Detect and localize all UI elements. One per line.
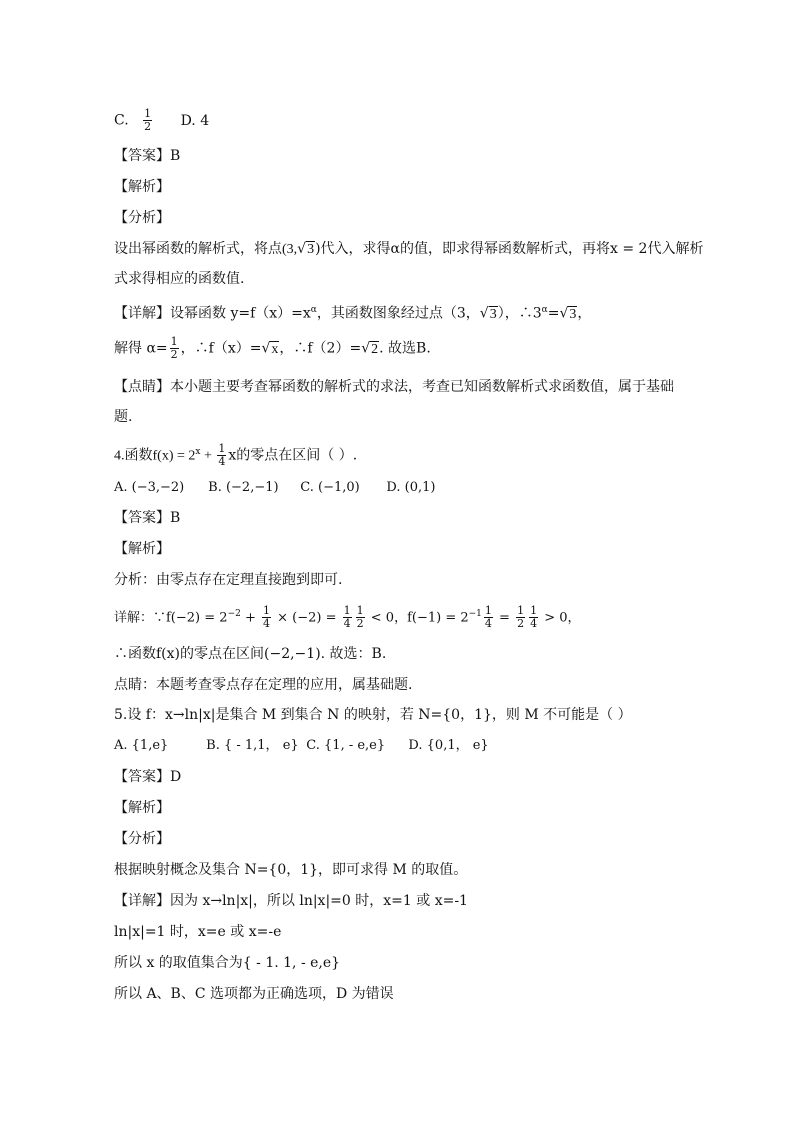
q4-detail-line: 详解：∵f(−2) = $2^{-2}$ + $\frac{1}{4}$ × (−2) = $\frac{1}{4}$ $\frac{1}{2}$ < 0，$f(-1) = 2^{-1}$ $\frac{1}{4}$ = $\frac{1}{2}$ $\frac{1}{4}$ > 0， [114, 604, 581, 631]
q4-option-d: D. (0,1) [386, 480, 436, 495]
q3-fenxi-line1: 设出幂函数的解析式，将点(3,√3)代入，求得α的值，即求得幂函数解析式，再将x = 2代入解析 [114, 241, 704, 257]
option-d: D. 4 [180, 112, 210, 129]
q5-analysis-heading: 【解析】 [114, 800, 170, 816]
alpha-fraction: $\frac{1}{2}$ [170, 335, 178, 361]
q3-answer: 【答案】B [114, 148, 181, 164]
q5-option-c: C. {1, - e,e} [306, 738, 386, 753]
q5-option-b: B. { - 1,1， e} [206, 738, 299, 753]
q5-option-a: A. {1,e} [114, 738, 169, 753]
q4-analysis-heading: 【解析】 [114, 541, 170, 557]
q3-fenxi-heading: 【分析】 [114, 210, 170, 226]
q4-fenxi: 分析：由零点存在定理直接跑到即可. [114, 572, 343, 588]
option-c-label: C. [114, 112, 129, 129]
q3-comment-line1: 【点睛】本小题主要考查幂函数的解析式的求法，考查已知函数解析式求函数值，属于基础 [114, 379, 674, 395]
q5-answer: 【答案】D [114, 769, 182, 785]
q4-stem: 4.函数$f(x) = 2^x$ + $\frac{1}{4}$ x的零点在区间（ ）. [114, 442, 358, 469]
option-c-row [114, 108, 209, 133]
q4-answer: 【答案】B [114, 510, 181, 526]
q5-detail-line4: 所以 A、B、C 选项都为正确选项，D 为错误 [114, 986, 394, 1002]
q4-option-a: A. (−3,−2) [114, 480, 185, 495]
q3-solve-line: 解得 α= $\frac{1}{2}$ ，∴f（x）=√x，∴f（2）=√2. 故选B. [114, 335, 431, 361]
q3-analysis-heading: 【解析】 [114, 179, 170, 195]
q4-conclusion: ∴函数f(x)的零点在区间(−2,−1). 故选：B. [114, 646, 387, 662]
q3-detail-line: 【详解】设幂函数 $y=f(x)=x^\alpha$，其函数图象经过点（3，√3），$\therefore 3^\alpha=√3$， [114, 305, 592, 322]
q5-options [114, 736, 489, 756]
q5-detail-line3: 所以 x 的取值集合为{ - 1. 1, - e,e} [114, 955, 341, 971]
q5-detail-line1: 【详解】因为 x→ln|x|，所以 ln|x|=0 时，x=1 或 x=-1 [114, 893, 468, 909]
q4-stem-fraction: $\frac{1}{4}$ [218, 442, 226, 469]
q4-option-c: C. (−1,0) [300, 480, 360, 495]
q4-options [114, 478, 435, 498]
q3-fenxi-line2: 式求得相应的函数值. [114, 271, 245, 287]
q3-comment-line2: 题. [114, 409, 133, 425]
option-c-fraction: $\frac{1}{2}$ [144, 107, 152, 133]
q5-fenxi: 根据映射概念及集合 N={0，1}，即可求得 M 的取值。 [114, 862, 468, 878]
q5-detail-line2: ln|x|=1 时，x=e 或 x=-e [114, 924, 282, 940]
q5-stem: 5.设 f：x→ln|x|是集合 M 到集合 N 的映射，若 N={0，1}，则 M 不可能是（ ） [114, 707, 632, 723]
q4-option-b: B. (−2,−1) [208, 480, 279, 495]
q5-option-d: D. {0,1， e} [408, 738, 489, 753]
q5-fenxi-heading: 【分析】 [114, 831, 170, 847]
q4-comment: 点睛：本题考查零点存在定理的应用，属基础题. [114, 677, 413, 693]
